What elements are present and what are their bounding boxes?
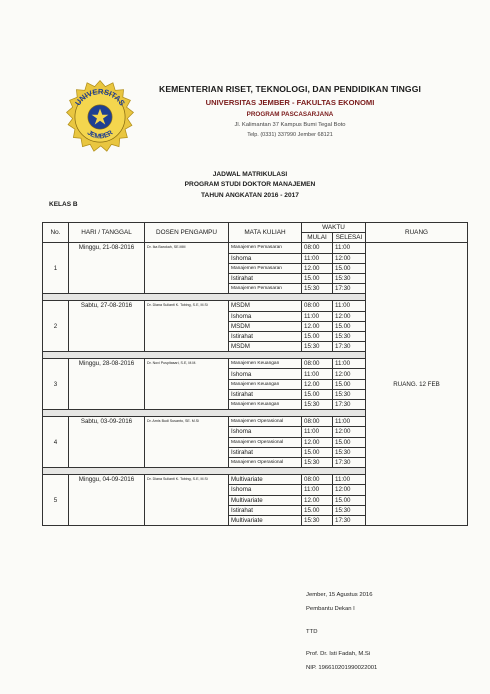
class-label: KELAS B — [49, 201, 78, 208]
university-logo — [62, 79, 138, 155]
course-name: Manajemen Keuangan — [229, 400, 302, 410]
table-row — [43, 243, 468, 253]
title-line-1: JADWAL MATRIKULASI — [212, 171, 288, 178]
course-name: Manajemen Keuangan — [229, 359, 302, 369]
course-name: Manajemen Pemasaran — [229, 263, 302, 273]
sign-role: Pembantu Dekan I — [306, 606, 355, 613]
course-name: Manajemen Operasional — [229, 417, 302, 427]
letterhead — [140, 84, 440, 138]
session-date: Sabtu, 03-09-2016 — [69, 417, 145, 468]
course-name: Multivariate — [229, 475, 302, 485]
lecturer-name: Dr. Arnis Budi Susanto, SE. M.Si — [145, 417, 229, 468]
end-time: 15:30 — [333, 389, 366, 399]
course-name: Ishoma — [229, 427, 302, 437]
start-time: 15.00 — [302, 273, 333, 283]
course-name: Manajemen Operasional — [229, 437, 302, 447]
start-time: 11:00 — [302, 253, 333, 263]
course-name: MSDM — [229, 342, 302, 352]
end-time: 15.00 — [333, 321, 366, 331]
signature-block — [306, 588, 377, 675]
end-time: 17:30 — [333, 515, 366, 525]
course-name: Multivariate — [229, 515, 302, 525]
session-number: 1 — [43, 243, 69, 294]
start-time: 11:00 — [302, 369, 333, 379]
end-time: 15:30 — [333, 331, 366, 341]
course-name: Manajemen Operasional — [229, 457, 302, 467]
document-title — [140, 170, 360, 201]
end-time: 15.00 — [333, 437, 366, 447]
end-time: 12:00 — [333, 311, 366, 321]
course-name: Multivariate — [229, 495, 302, 505]
end-time: 15.00 — [333, 379, 366, 389]
phone: Telp. (0331) 337990 Jember 68121 — [247, 132, 333, 138]
session-number: 4 — [43, 417, 69, 468]
course-name: Istirahat — [229, 273, 302, 283]
session-number: 3 — [43, 359, 69, 410]
header-selesai: SELESAI — [333, 233, 366, 243]
program-name: PROGRAM PASCASARJANA — [246, 111, 334, 118]
title-line-2: PROGRAM STUDI DOKTOR MANAJEMEN — [184, 181, 316, 189]
end-time: 15:30 — [333, 505, 366, 515]
separator-cell — [43, 410, 366, 417]
lecturer-name: Dr. Novi Puspitasari, S.E, M.M. — [145, 359, 229, 410]
address: Jl. Kalimantan 37 Kampus Bumi Tegal Boto — [234, 122, 346, 128]
end-time: 15:30 — [333, 447, 366, 457]
end-time: 15:30 — [333, 273, 366, 283]
course-name: MSDM — [229, 321, 302, 331]
start-time: 08:00 — [302, 475, 333, 485]
end-time: 11:00 — [333, 475, 366, 485]
sign-name: Prof. Dr. Isti Fadah, M.Si — [306, 650, 371, 657]
end-time: 11:00 — [333, 243, 366, 253]
course-name: Ishoma — [229, 311, 302, 321]
ministry-name: KEMENTERIAN RISET, TEKNOLOGI, DAN PENDIDIKAN TINGGI — [159, 84, 421, 94]
course-name: Ishoma — [229, 369, 302, 379]
end-time: 12:00 — [333, 253, 366, 263]
start-time: 12.00 — [302, 379, 333, 389]
sign-nip: NIP. 196610201990022001 — [306, 665, 378, 672]
end-time: 12:00 — [333, 369, 366, 379]
course-name: Manajemen Pemasaran — [229, 243, 302, 253]
separator-cell — [43, 352, 366, 359]
lecturer-name: Dr. Diana Sulianti K. Tobing, S.E, M.Si — [145, 301, 229, 352]
start-time: 11:00 — [302, 485, 333, 495]
course-name: Istirahat — [229, 331, 302, 341]
lecturer-name: Dr. Ika Barokah, SE.MM — [145, 243, 229, 294]
start-time: 12.00 — [302, 495, 333, 505]
end-time: 11:00 — [333, 359, 366, 369]
end-time: 17:30 — [333, 284, 366, 294]
end-time: 17:30 — [333, 457, 366, 467]
end-time: 15.00 — [333, 495, 366, 505]
course-name: Istirahat — [229, 447, 302, 457]
start-time: 12.00 — [302, 321, 333, 331]
header-day: HARI / TANGGAL — [69, 223, 145, 243]
header-dosen: DOSEN PENGAMPU — [145, 223, 229, 243]
start-time: 15.00 — [302, 447, 333, 457]
start-time: 15:30 — [302, 515, 333, 525]
start-time: 15.00 — [302, 389, 333, 399]
header-ruang: RUANG — [366, 223, 468, 243]
start-time: 08:00 — [302, 417, 333, 427]
start-time: 15:30 — [302, 400, 333, 410]
header-mulai: MULAI — [302, 233, 333, 243]
start-time: 15:30 — [302, 342, 333, 352]
end-time: 15.00 — [333, 263, 366, 273]
end-time: 11:00 — [333, 417, 366, 427]
course-name: Ishoma — [229, 485, 302, 495]
start-time: 08:00 — [302, 301, 333, 311]
course-name: MSDM — [229, 301, 302, 311]
end-time: 17:30 — [333, 400, 366, 410]
start-time: 15.00 — [302, 505, 333, 515]
separator-cell — [43, 294, 366, 301]
sign-ttd: TTD — [306, 628, 318, 635]
end-time: 17:30 — [333, 342, 366, 352]
end-time: 11:00 — [333, 301, 366, 311]
course-name: Manajemen Keuangan — [229, 379, 302, 389]
header-no: No. — [43, 223, 69, 243]
lecturer-name: Dr. Diana Sulianti K. Tobing, S.E, M.Si — [145, 475, 229, 526]
university-name: UNIVERSITAS JEMBER - FAKULTAS EKONOMI — [205, 98, 375, 107]
start-time: 12.00 — [302, 437, 333, 447]
session-date: Minggu, 04-09-2016 — [69, 475, 145, 526]
room-value: RUANG. 12 FEB — [366, 243, 468, 526]
start-time: 11:00 — [302, 427, 333, 437]
header-mata-kuliah: MATA KULIAH — [229, 223, 302, 243]
start-time: 15.00 — [302, 331, 333, 341]
logo-text-bottom: JEMBER — [85, 129, 115, 141]
end-time: 12:00 — [333, 427, 366, 437]
start-time: 15:30 — [302, 457, 333, 467]
schedule-table — [42, 222, 468, 526]
start-time: 08:00 — [302, 359, 333, 369]
course-name: Ishoma — [229, 253, 302, 263]
session-date: Minggu, 21-08-2016 — [69, 243, 145, 294]
start-time: 12.00 — [302, 263, 333, 273]
separator-cell — [43, 468, 366, 475]
session-date: Sabtu, 27-08-2016 — [69, 301, 145, 352]
logo-text-top: UNIVERSITAS — [73, 87, 127, 108]
course-name: Manajemen Pemasaran — [229, 284, 302, 294]
start-time: 15:30 — [302, 284, 333, 294]
session-number: 5 — [43, 475, 69, 526]
start-time: 08:00 — [302, 243, 333, 253]
end-time: 12:00 — [333, 485, 366, 495]
sign-place-date: Jember, 15 Agustus 2016 — [306, 592, 373, 598]
session-date: Minggu, 28-08-2016 — [69, 359, 145, 410]
session-number: 2 — [43, 301, 69, 352]
start-time: 11:00 — [302, 311, 333, 321]
title-line-3: TAHUN ANGKATAN 2016 - 2017 — [201, 191, 299, 199]
course-name: Istirahat — [229, 505, 302, 515]
header-waktu: WAKTU — [302, 223, 366, 233]
course-name: Istirahat — [229, 389, 302, 399]
